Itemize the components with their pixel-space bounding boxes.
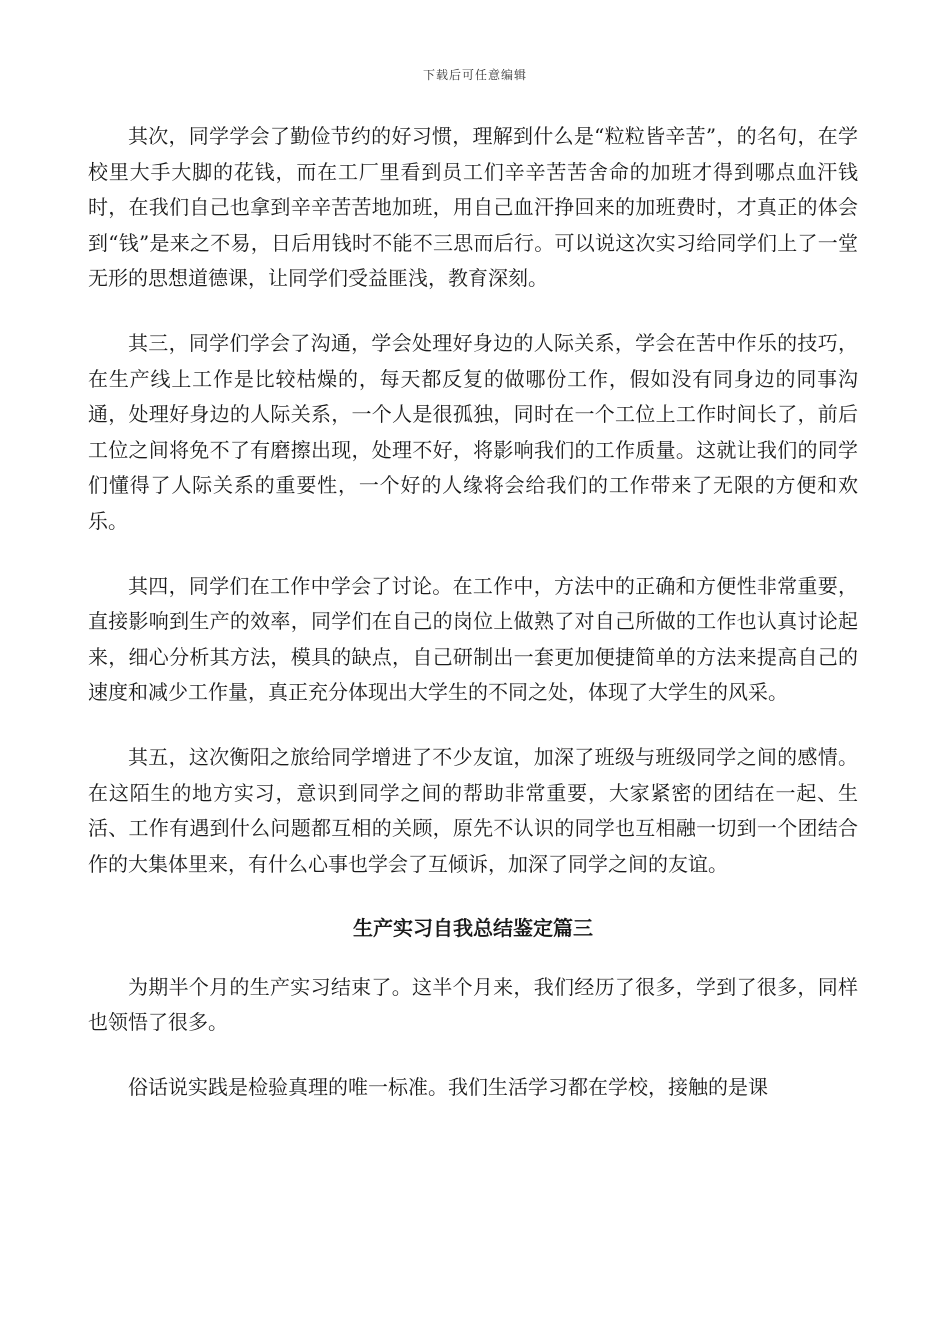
page-header: 下载后可任意编辑 [422, 68, 527, 82]
paragraph-fourth-point: 其四，同学们在工作中学会了讨论。在工作中，方法中的正确和方便性非常重要，直接影响到生产的效率，同学们在自己的岗位上做熟了对自己所做的工作也认真讨论起来，细心分析其方法，模具的缺点，自己研制出一套更加便捷简单的方法来提高自己的速度和减少工作量，真正充分体现出大学生的不同之处，体现了大学生的风采。 [88, 573, 858, 705]
document-body [88, 119, 858, 1135]
paragraph-practice: 俗话说实践是检验真理的唯一标准。我们生活学习都在学校，接触的是课 [128, 1075, 768, 1100]
paragraph-intro: 为期半个月的生产实习结束了。这半个月来，我们经历了很多，学到了很多，同样也领悟了很多。 [88, 974, 858, 1035]
paragraph-second-point: 其次，同学学会了勤俭节约的好习惯，理解到什么是“粒粒皆辛苦”，的名句，在学校里大手大脚的花钱，而在工厂里看到员工们辛辛苦苦舍命的加班才得到哪点血汗钱时，在我们自己也拿到辛辛苦苦地加班，用自己血汗挣回来的加班费时，才真正的体会到“钱”是来之不易，日后用钱时不能不三思而后行。可以说这次实习给同学们上了一堂无形的思想道德课，让同学们受益匪浅，教育深刻。 [88, 124, 858, 291]
section-heading: 生产实习自我总结鉴定篇三 [353, 916, 593, 941]
paragraph-third-point: 其三，同学们学会了沟通，学会处理好身边的人际关系，学会在苦中作乐的技巧，在生产线上工作是比较枯燥的，每天都反复的做哪份工作，假如没有同身边的同事沟通，处理好身边的人际关系，一个人是很孤独，同时在一个工位上工作时间长了，前后工位之间将免不了有磨擦出现，处理不好，将影响我们的工作质量。这就让我们的同学们懂得了人际关系的重要性，一个好的人缘将会给我们的工作带来了无限的方便和欢乐。 [88, 330, 858, 533]
paragraph-fifth-point: 其五，这次衡阳之旅给同学增进了不少友谊，加深了班级与班级同学之间的感情。在这陌生的地方实习，意识到同学之间的帮助非常重要，大家紧密的团结在一起、生活、工作有遇到什么问题都互相的关顾，原先不认识的同学也互相融一切到一个团结合作的大集体里来，有什么心事也学会了互倾诉，加深了同学之间的友谊。 [88, 744, 858, 876]
